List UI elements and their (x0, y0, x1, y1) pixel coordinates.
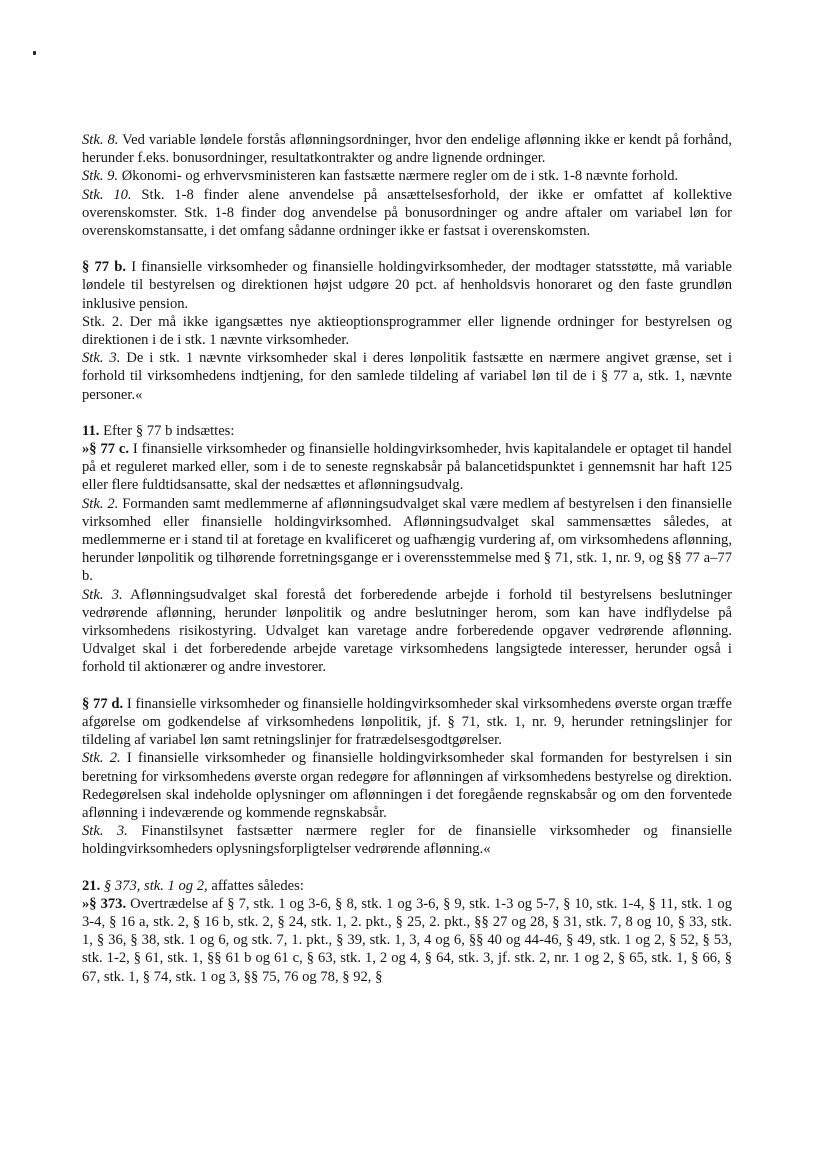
paragraph-text: Finanstilsynet fastsætter nærmere regler for de finansielle virksomheder og finansielle holdingvirksomheders oplysningsforpligtelser vedrørende aflønning.« (82, 823, 732, 858)
section-marker: § 77 d. (82, 695, 124, 712)
paragraph-text: I finansielle virksomheder og finansielle holdingvirksomheder, der modtager statsstøtte, må variable løndele til bestyrelsen og direktionen højst udgøre 20 pct. af henholdsvis honoraret og den faste grundløn inklusive pension. (82, 259, 732, 312)
paragraph (82, 495, 732, 586)
subsection-label: Stk. 3. (82, 586, 123, 603)
section-marker: 21. (82, 877, 101, 894)
paragraph-text: Formanden samt medlemmerne af aflønningsudvalget skal være medlem af bestyrelsen i den finansielle virksomhed eller finansielle holdingvirksomhed. Aflønningsudvalget skal sammensættes således, at medlemmerne er i stand til at foretage en kvalificeret og uafhængig vurdering af, om virksomhedens aflønning, herunder lønpolitik og tilhørende forretningsgange er i overensstemmelse med § 71, stk. 1, nr. 9, og §§ 77 a–77 b. (82, 495, 732, 585)
paragraph (82, 422, 732, 440)
paragraph-text: Aflønningsudvalget skal forestå det forberedende arbejde i forhold til bestyrelsens beslutninger vedrørende aflønning, herunder lønpolitik og andre beslutninger herom, som kan have indflydelse på virksomhedens risikostyring. Udvalget kan varetage andre forberedende opgaver vedrørende aflønning. Udvalget skal i det forberedende arbejde varetage virksomhedens langsigtede interesser, herunder også i forhold til aktionærer og andre investorer. (82, 586, 733, 676)
paragraph (82, 895, 732, 986)
paragraph-text: Stk. 1-8 finder alene anvendelse på ansættelsesforhold, der ikke er omfattet af kollektive overenskomster. Stk. 1-8 finder dog anvendelse på bonusordninger og andre aftaler om variabel løn for overenskomstansatte, i det omfang sådanne ordninger ikke er fastsat i overenskomsten. (82, 186, 732, 240)
subsection-label: Stk. 2. (82, 750, 121, 767)
subsection-label: Stk. 9. (82, 168, 119, 185)
paragraph-text: I finansielle virksomheder og finansielle holdingvirksomheder skal virksomhedens øverste organ træffe afgørelse om godkendelse af virksomhedens lønpolitik, jf. § 71, stk. 1, nr. 9, herunder retningslinjer for tildeling af variabel løn samt retningslinjer for fratrædelsesgodtgørelser. (82, 695, 733, 749)
section-marker: 11. (82, 422, 100, 439)
paragraph-text: Ved variable løndele forstås aflønningsordninger, hvor den endelige aflønning ikke er kendt på forhånd, herunder f.eks. bonusordninger, resultatkontrakter og andre lignende ordninger. (82, 132, 733, 167)
section-marker: »§ 373. (82, 895, 127, 912)
paragraph (82, 186, 732, 241)
paragraph-text: Efter § 77 b indsættes: (99, 422, 235, 439)
subsection-label: Stk. 8. (82, 132, 119, 148)
paragraph (82, 131, 732, 167)
subsection-label: Stk. 10. (82, 186, 132, 203)
paragraph-text: Stk. 2. Der må ikke igangsættes nye aktieoptionsprogrammer eller lignende ordninger for bestyrelsen og direktionen i de i stk. 1 nævnte virksomheder. (82, 313, 732, 349)
paragraph (82, 440, 732, 495)
section-marker: »§ 77 c. (82, 441, 130, 458)
paragraph (82, 822, 732, 858)
paragraph (82, 349, 732, 404)
paragraph-text: I finansielle virksomheder og finansielle holdingvirksomheder, hvis kapitalandele er optaget til handel på et reguleret marked eller, som i de to seneste regnskabsår på balancetidspunktet i gennemsnit har haft 125 eller flere fuldtidsansatte, skal der nedsættes et aflønningsudvalg. (82, 441, 732, 494)
paragraph-text: Økonomi- og erhvervsministeren kan fastsætte nærmere regler om de i stk. 1-8 nævnte forhold. (118, 168, 679, 185)
paragraph-text: affattes således: (207, 877, 304, 894)
paragraph (82, 586, 732, 677)
document-page (82, 131, 732, 986)
paragraph-text: Overtrædelse af § 7, stk. 1 og 3-6, § 8, stk. 1 og 3-6, § 9, stk. 1-3 og 5-7, § 10, stk. 1-4, § 11, stk. 1 og 3-4, § 16 a, stk. 2, § 16 b, stk. 2, § 24, stk. 1, 2. pkt., § 25, 2. pkt., §§ 27 og 28, § 31, stk. 7, 8 og 10, § 33, stk. 1, § 36, § 38, stk. 1 og 6, og stk. 7, 1. pkt., § 39, stk. 1, 3, 4 og 6, §§ 40 og 44-46, § 49, stk. 1 og 2, § 52, § 53, stk. 1-2, § 61, stk. 1, §§ 61 b og 61 c, § 63, stk. 1, 2 og 4, § 64, stk. 3, jf. stk. 2, nr. 1 og 2, § 65, stk. 1, § 66, § 67, stk. 1, § 74, stk. 1 og 3, §§ 75, 76 og 78, § 92, § (82, 895, 732, 985)
section-marker: § 77 b. (82, 259, 127, 276)
paragraph-text: De i stk. 1 nævnte virksomheder skal i deres lønpolitik fastsætte en nærmere angivet grænse, set i forhold til virksomhedens indtjening, for den samlede tildeling af variabel løn til de i § 77 a, stk. 1, nævnte personer.« (82, 350, 733, 403)
paragraph-text: I finansielle virksomheder og finansielle holdingvirksomheder skal formanden for bestyrelsen i sin beretning for virksomhedens øverste organ redegøre for aflønningen af virksomhedens bestyrelse og direktion. Redegørelsen skal indeholde oplysninger om aflønningen i det foregående regnskabsår og om den forventede aflønning i indeværende og kommende regnskabsår. (82, 750, 732, 821)
subsection-label: § 373, stk. 1 og 2, (103, 877, 208, 894)
paragraph (82, 695, 732, 750)
paragraph (82, 313, 732, 349)
subsection-label: Stk. 3. (82, 350, 121, 367)
paragraph (82, 877, 732, 895)
subsection-label: Stk. 3. (82, 823, 128, 840)
paragraph (82, 167, 732, 185)
scan-speck (33, 51, 36, 55)
subsection-label: Stk. 2. (82, 495, 119, 512)
paragraph (82, 749, 732, 822)
paragraph (82, 258, 732, 313)
